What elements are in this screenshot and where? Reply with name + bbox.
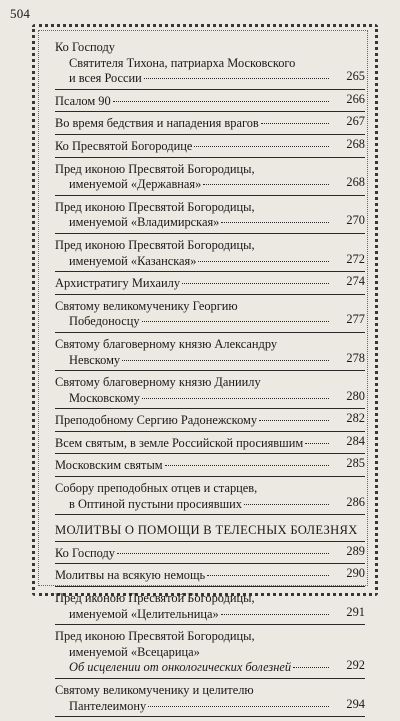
toc-entry[interactable] bbox=[55, 591, 365, 625]
toc-page-number: 268 bbox=[346, 136, 365, 151]
toc-entry[interactable] bbox=[55, 543, 365, 565]
leader-dots bbox=[142, 398, 329, 399]
toc-entry-text: Святому благоверному князю Даниилу bbox=[55, 375, 261, 390]
toc-entry-text: именуемой «Казанская» bbox=[55, 254, 331, 270]
leader-dots bbox=[198, 261, 329, 262]
toc-entry-text: Пантелеимону bbox=[55, 699, 331, 715]
toc-list-illness bbox=[55, 543, 365, 717]
toc-entry-text: Ко Пресвятой Богородице bbox=[55, 139, 331, 155]
toc-entry[interactable] bbox=[55, 40, 365, 90]
toc-page-number: 286 bbox=[346, 494, 365, 509]
toc-page-number: 289 bbox=[346, 543, 365, 558]
toc-entry-text: в Оптиной пустыни просиявших bbox=[55, 497, 331, 513]
leader-dots bbox=[113, 101, 329, 102]
toc-page-number: 270 bbox=[346, 213, 365, 228]
toc-entry[interactable] bbox=[55, 629, 365, 679]
toc-entry-text: Архистратигу Михаилу bbox=[55, 276, 331, 292]
leader-dots bbox=[144, 78, 329, 79]
toc-entry-text: Пред иконою Пресвятой Богородицы, bbox=[55, 591, 255, 606]
leader-dots bbox=[207, 575, 329, 576]
toc-entry-text: именуемой «Державная» bbox=[55, 177, 331, 193]
toc-page-number: 278 bbox=[346, 350, 365, 365]
toc-entry[interactable] bbox=[55, 238, 365, 272]
leader-dots bbox=[194, 146, 329, 147]
toc-entry[interactable] bbox=[55, 91, 365, 113]
toc-entry[interactable] bbox=[55, 162, 365, 196]
section-heading: МОЛИТВЫ О ПОМОЩИ В ТЕЛЕСНЫХ БОЛЕЗНЯХ bbox=[55, 523, 365, 542]
toc-page-number: 291 bbox=[346, 604, 365, 619]
page-number: 504 bbox=[10, 6, 31, 21]
toc-entry-text: Московскому bbox=[55, 391, 331, 407]
toc-entry-text: Святому благоверному князю Александру bbox=[55, 336, 278, 351]
toc-entry-text: Невскому bbox=[55, 353, 331, 369]
toc-entry-text: Пред иконою Пресвятой Богородицы, bbox=[55, 199, 255, 214]
toc-entry-text: Святому великомученику и целителю bbox=[55, 683, 254, 697]
toc-entry[interactable] bbox=[55, 375, 365, 409]
toc-entry[interactable] bbox=[55, 200, 365, 234]
toc-entry-text: Ко Господу bbox=[55, 40, 115, 54]
toc-page-number: 294 bbox=[346, 696, 365, 711]
toc-entry-text: именуемой «Целительница» bbox=[55, 607, 331, 623]
toc-entry-text: Святому великомученику Георгию bbox=[55, 298, 238, 313]
toc-entry-text: Ко Господу bbox=[55, 546, 331, 562]
toc-entry[interactable] bbox=[55, 458, 365, 477]
toc-entry[interactable] bbox=[55, 413, 365, 432]
toc-entry-text: Пред иконою Пресвятой Богородицы, bbox=[55, 237, 255, 252]
leader-dots bbox=[305, 443, 329, 444]
toc-page-number: 290 bbox=[346, 566, 365, 581]
leader-dots bbox=[293, 667, 329, 668]
toc-entry-text: Московским святым bbox=[55, 458, 331, 474]
toc-entry[interactable] bbox=[55, 433, 365, 455]
toc-page-number: 266 bbox=[346, 91, 365, 106]
toc-page-number: 285 bbox=[346, 456, 365, 471]
toc-entry-text: Об исцелении от онкологических болезней bbox=[55, 660, 331, 676]
toc-page-number: 292 bbox=[346, 658, 365, 673]
toc-entry[interactable] bbox=[55, 481, 365, 515]
leader-dots bbox=[259, 420, 329, 421]
toc-entry-text: и всея России bbox=[55, 71, 331, 87]
toc-entry[interactable] bbox=[55, 116, 365, 135]
leader-dots bbox=[165, 465, 329, 466]
toc-page-number: 282 bbox=[346, 411, 365, 426]
toc-entry-text: Святителя Тихона, патриарха Московского bbox=[69, 55, 296, 70]
toc-entry-text: именуемой «Всецарица» bbox=[69, 644, 200, 659]
toc-list-main bbox=[55, 40, 365, 515]
toc-entry[interactable] bbox=[55, 568, 365, 587]
leader-dots bbox=[221, 222, 329, 223]
table-of-contents bbox=[55, 40, 365, 721]
toc-page-number: 268 bbox=[346, 175, 365, 190]
toc-entry-text: Преподобному Сергию Радонежскому bbox=[55, 413, 331, 429]
toc-entry-text: Собору преподобных отцев и старцев, bbox=[55, 481, 258, 496]
toc-entry[interactable] bbox=[55, 337, 365, 371]
toc-entry-text: Пред иконою Пресвятой Богородицы, bbox=[55, 161, 255, 176]
toc-page-number: 280 bbox=[346, 388, 365, 403]
toc-entry[interactable] bbox=[55, 136, 365, 158]
leader-dots bbox=[203, 184, 329, 185]
toc-entry-text: Во время бедствия и нападения врагов bbox=[55, 116, 331, 132]
leader-dots bbox=[244, 504, 329, 505]
toc-entry[interactable] bbox=[55, 299, 365, 333]
leader-dots bbox=[148, 706, 329, 707]
toc-page-number: 284 bbox=[346, 433, 365, 448]
leader-dots bbox=[261, 123, 329, 124]
toc-entry[interactable] bbox=[55, 683, 365, 717]
toc-entry-text: Пред иконою Пресвятой Богородицы, bbox=[55, 629, 255, 644]
toc-entry-text: Победоносцу bbox=[55, 314, 331, 330]
leader-dots bbox=[142, 321, 329, 322]
toc-entry-text: именуемой «Владимирская» bbox=[55, 215, 331, 231]
toc-page-number: 267 bbox=[346, 114, 365, 129]
toc-entry[interactable] bbox=[55, 276, 365, 295]
toc-entry-text: Молитвы на всякую немощь bbox=[55, 568, 331, 584]
toc-page-number: 265 bbox=[346, 69, 365, 84]
toc-page-number: 277 bbox=[346, 312, 365, 327]
toc-page-number: 272 bbox=[346, 251, 365, 266]
toc-entry-text: Псалом 90 bbox=[55, 94, 331, 110]
leader-dots bbox=[182, 283, 329, 284]
leader-dots bbox=[122, 360, 329, 361]
toc-page-number: 274 bbox=[346, 274, 365, 289]
leader-dots bbox=[117, 553, 329, 554]
toc-entry-text: Всем святым, в земле Российской просиявшим bbox=[55, 436, 331, 452]
leader-dots bbox=[221, 614, 329, 615]
